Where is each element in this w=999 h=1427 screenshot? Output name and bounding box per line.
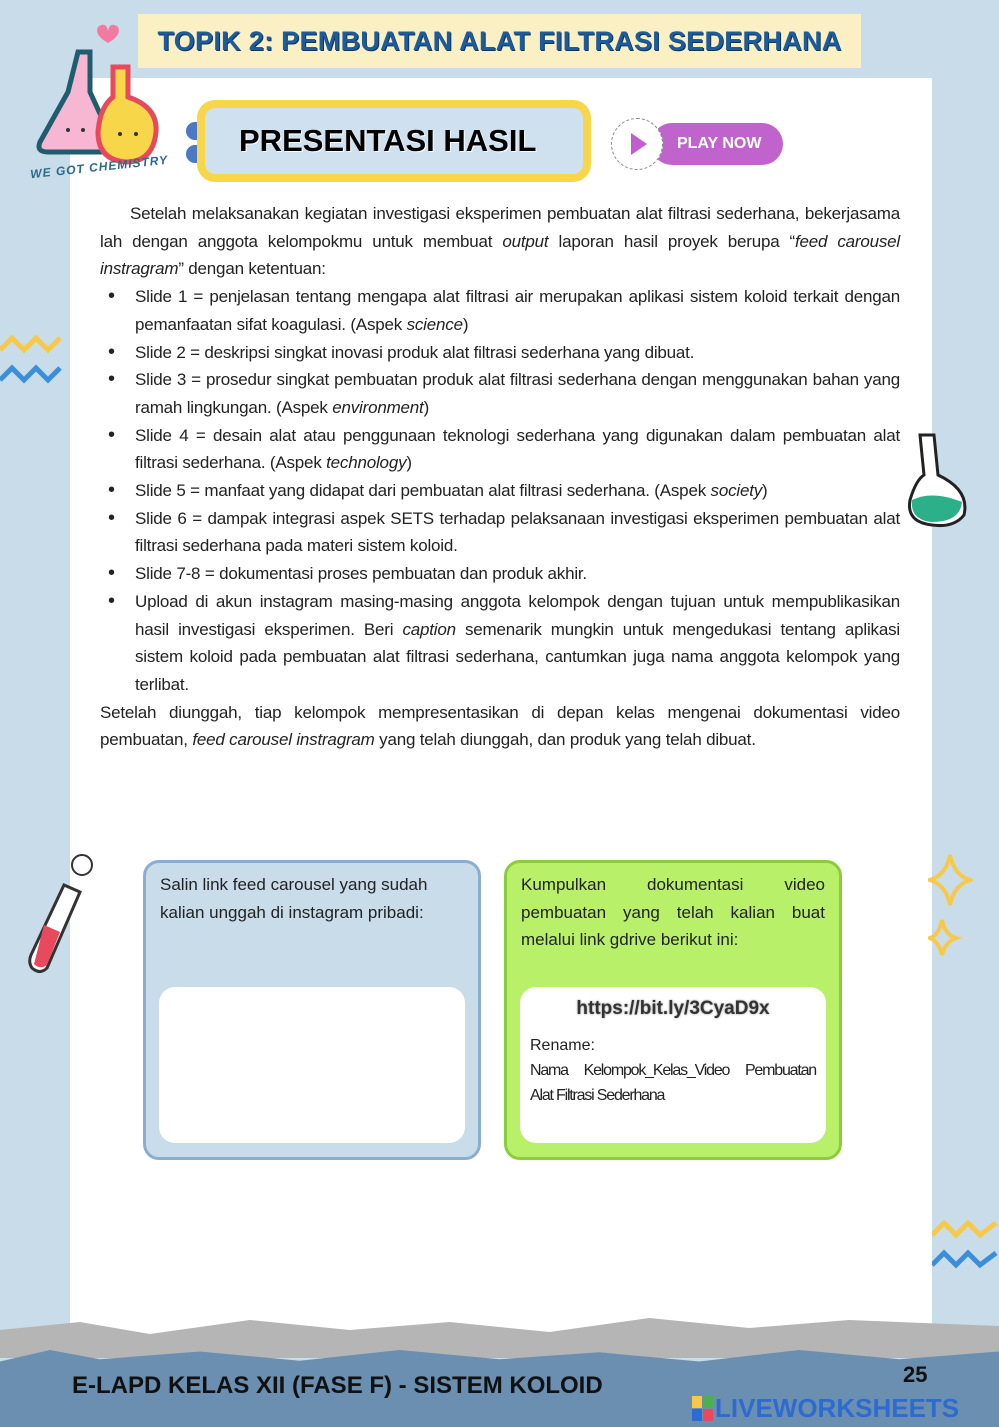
intro-paragraph: Setelah melaksanakan kegiatan investigasi eksperimen pembuatan alat filtrasi sederhana, bekerjasama lah dengan anggota kelompokmu untuk membuat output laporan hasil proyek berupa “feed carousel instragram” dengan ketentuan:	[100, 204, 900, 279]
list-item: • Upload di akun instagram masing-masing anggota kelompok dengan tujuan untuk mempublikasikan hasil investigasi eksperimen. Beri caption semenarik mungkin untuk mengedukasi tentang aplikasi sistem koloid pada pembuatan alat filtrasi sederhana, cantumkan juga nama anggota kelompok yang terlibat.	[100, 588, 900, 699]
gdrive-info	[520, 987, 826, 1143]
watermark-text: LIVEWORKSHEETS	[715, 1393, 960, 1423]
footer-title: E-LAPD KELAS XII (FASE F) - SISTEM KOLOID	[72, 1372, 603, 1399]
test-tube-icon	[22, 850, 102, 975]
section-header	[197, 100, 591, 182]
list-item: • Slide 2 = deskripsi singkat inovasi produk alat filtrasi sederhana yang dibuat.	[100, 339, 900, 367]
requirements-list	[100, 283, 900, 699]
gdrive-prompt: Kumpulkan dokumentasi video pembuatan yang telah kalian buat melalui link gdrive berikut ini:	[521, 875, 825, 950]
list-item: • Slide 7-8 = dokumentasi proses pembuatan dan produk akhir.	[100, 560, 900, 588]
instructions	[100, 200, 900, 754]
list-item: • Slide 6 = dampak integrasi aspek SETS terhadap pelaksanaan investigasi eksperimen pembuatan alat filtrasi sederhana pada materi sistem koloid.	[100, 505, 900, 560]
flask-green-icon	[902, 430, 974, 530]
carousel-link-box	[143, 860, 481, 1160]
rename-label: Rename:	[530, 1037, 595, 1054]
topic-title: TOPIK 2: PEMBUATAN ALAT FILTRASI SEDERHANA	[157, 25, 842, 56]
liveworksheets-logo-icon	[692, 1396, 713, 1421]
section-title: PRESENTASI HASIL	[239, 123, 537, 158]
carousel-link-input[interactable]	[159, 987, 465, 1143]
gdrive-box	[504, 860, 842, 1160]
closing-paragraph: Setelah diunggah, tiap kelompok mempresentasikan di depan kelas mengenai dokumentasi video pembuatan, feed carousel instragram yang telah diunggah, dan produk yang telah dibuat.	[100, 702, 900, 750]
list-item: • Slide 5 = manfaat yang didapat dari pembuatan alat filtrasi sederhana. (Aspek society)	[100, 477, 900, 505]
gdrive-link[interactable]: https://bit.ly/3CyaD9x	[576, 998, 770, 1019]
play-icon	[611, 118, 663, 170]
play-now-label: PLAY NOW	[651, 123, 783, 165]
topic-banner	[138, 14, 861, 68]
page-number: 25	[903, 1362, 928, 1387]
liveworksheets-watermark	[692, 1393, 959, 1423]
carousel-link-prompt: Salin link feed carousel yang sudah kalian unggah di instagram pribadi:	[160, 875, 428, 922]
logo-text: WE GOT CHEMISTRY	[29, 152, 169, 182]
list-item: • Slide 3 = prosedur singkat pembuatan produk alat filtrasi sederhana dengan menggunakan bahan yang ramah lingkungan. (Aspek environment)	[100, 366, 900, 421]
zigzag-decoration-icon	[0, 330, 65, 400]
zigzag-decoration-icon	[932, 1215, 999, 1285]
rename-format: Nama Kelompok_Kelas_Video Pembuatan Alat Filtrasi Sederhana	[530, 1062, 816, 1104]
sparkle-icon	[928, 850, 973, 960]
list-item: • Slide 1 = penjelasan tentang mengapa alat filtrasi air merupakan aplikasi sistem koloid terkait dengan pemanfaatan sifat koagulasi. (Aspek science)	[100, 283, 900, 338]
list-item: • Slide 4 = desain alat atau penggunaan teknologi sederhana yang digunakan dalam pembuatan alat filtrasi sederhana. (Aspek technology)	[100, 422, 900, 477]
play-now-button[interactable]	[611, 118, 783, 170]
